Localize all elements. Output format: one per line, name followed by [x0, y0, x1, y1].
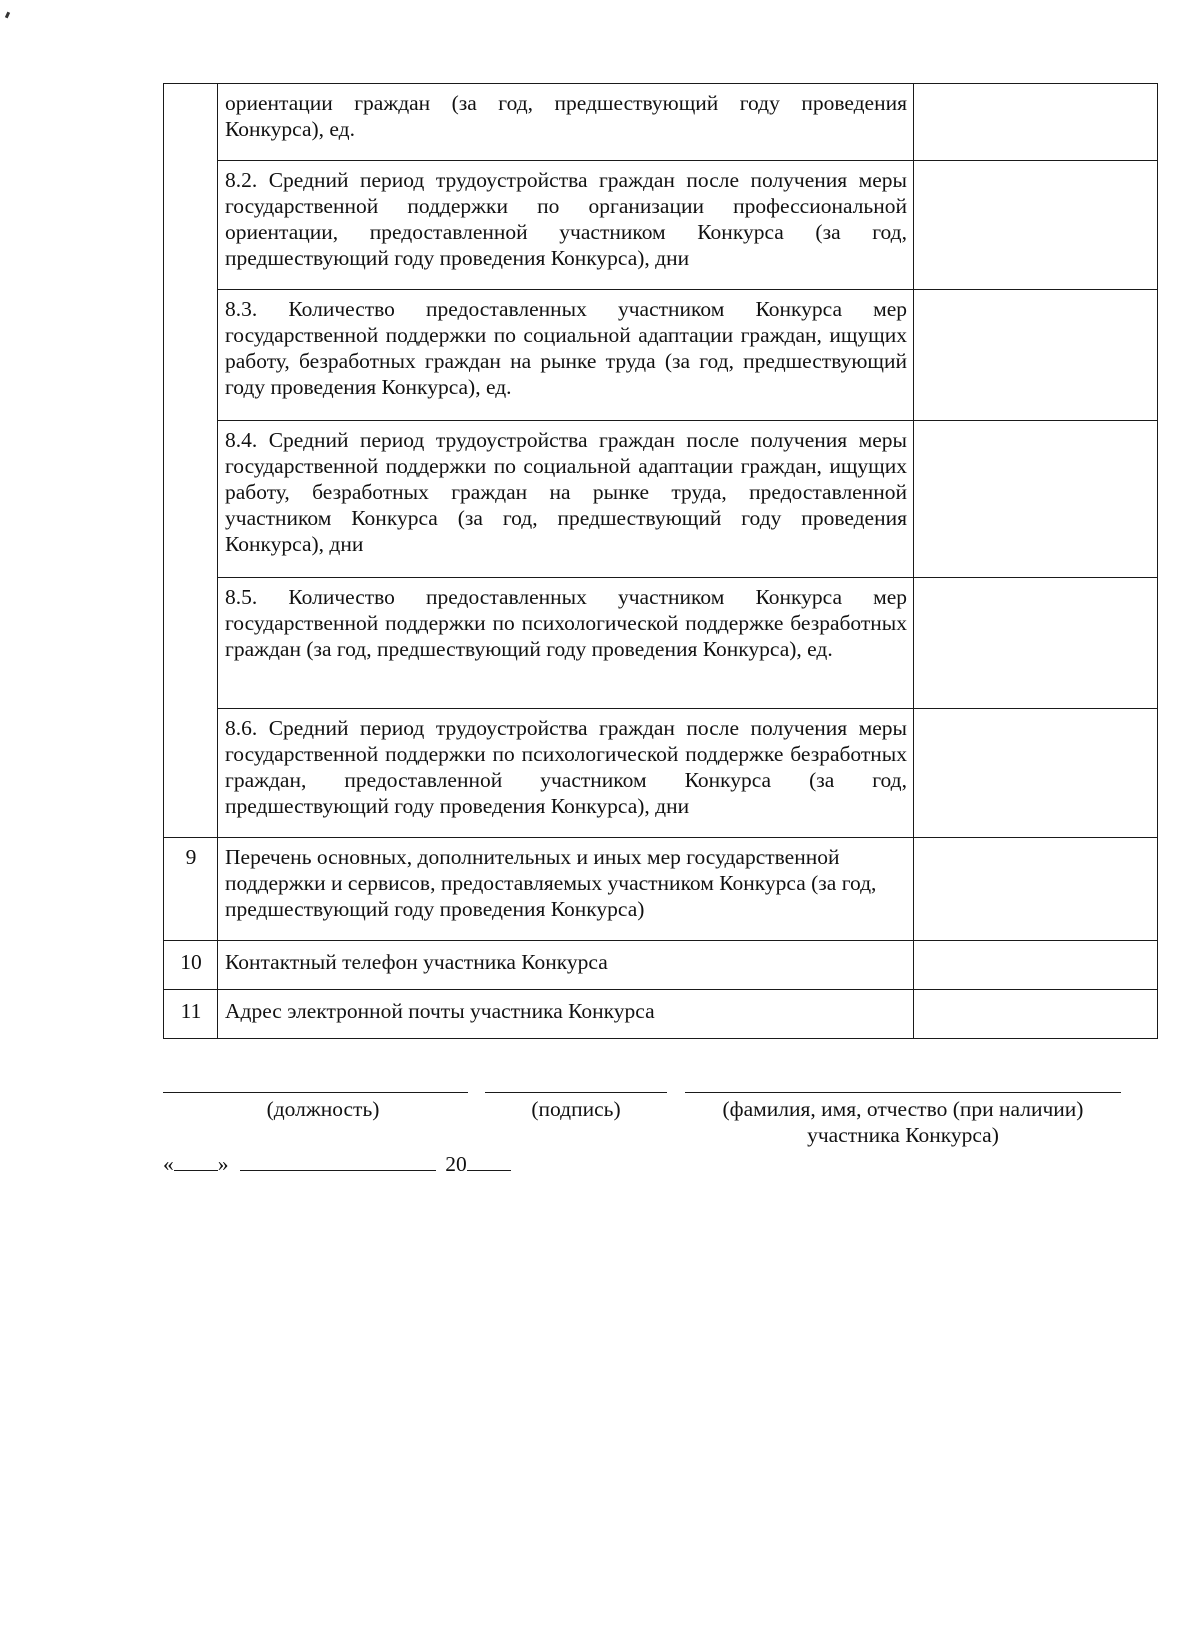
date-close-quote: »	[217, 1152, 229, 1176]
table-row	[164, 290, 1158, 421]
signature-line[interactable]	[485, 1092, 667, 1093]
row-number	[164, 290, 218, 421]
row-number: 10	[164, 941, 218, 990]
application-form-table	[163, 83, 1158, 1039]
date-open-quote: «	[163, 1152, 174, 1176]
full-name-line[interactable]	[685, 1092, 1121, 1093]
row-description: 8.2. Средний период трудоустройства граждан после получения меры государственной поддержки по организации профессиональной ориентации, предоставленной участником Конкурса (за год, предшествующий году проведения Конкурса), дни	[218, 161, 914, 290]
row-value-field[interactable]	[914, 578, 1158, 709]
table-row	[164, 84, 1158, 161]
row-number	[164, 161, 218, 290]
row-number	[164, 578, 218, 709]
row-description: ориентации граждан (за год, предшествующий году проведения Конкурса), ед.	[218, 84, 914, 161]
row-value-field[interactable]	[914, 161, 1158, 290]
table-row	[164, 838, 1158, 941]
full-name-caption	[685, 1096, 1121, 1148]
position-caption: (должность)	[266, 1097, 380, 1121]
month-blank[interactable]	[240, 1150, 436, 1171]
day-blank[interactable]	[174, 1150, 218, 1171]
row-number	[164, 421, 218, 578]
row-description: Адрес электронной почты участника Конкурса	[218, 990, 914, 1039]
table-row	[164, 709, 1158, 838]
row-value-field[interactable]	[914, 421, 1158, 578]
row-number	[164, 709, 218, 838]
full-name-caption-line1: (фамилия, имя, отчество (при наличии)	[722, 1097, 1084, 1121]
row-description: 8.6. Средний период трудоустройства граждан после получения меры государственной поддержки по психологической поддержке безработных граждан, предоставленной участником Конкурса (за год, предшествующий году проведения Конкурса), дни	[218, 709, 914, 838]
row-number	[164, 84, 218, 161]
signature-caption: (подпись)	[531, 1097, 621, 1121]
signature-block	[163, 1080, 1143, 1200]
full-name-caption-line2: участника Конкурса)	[807, 1123, 999, 1147]
row-description: 8.5. Количество предоставленных участником Конкурса мер государственной поддержки по психологической поддержке безработных граждан (за год, предшествующий году проведения Конкурса), ед.	[218, 578, 914, 709]
row-value-field[interactable]	[914, 84, 1158, 161]
row-description: Контактный телефон участника Конкурса	[218, 941, 914, 990]
row-value-field[interactable]	[914, 990, 1158, 1039]
table-row	[164, 990, 1158, 1039]
row-number: 9	[164, 838, 218, 941]
table-row	[164, 421, 1158, 578]
row-description: 8.4. Средний период трудоустройства граждан после получения меры государственной поддержки по социальной адаптации граждан, ищущих работу, безработных граждан на рынке труда, предоставленной участником Конкурса (за год, предшествующий году проведения Конкурса), дни	[218, 421, 914, 578]
scan-mark	[5, 12, 10, 19]
row-value-field[interactable]	[914, 290, 1158, 421]
table-row	[164, 161, 1158, 290]
row-description: Перечень основных, дополнительных и иных мер государственной поддержки и сервисов, предоставляемых участником Конкурса (за год, предшествующий году проведения Конкурса)	[218, 838, 914, 941]
year-blank[interactable]	[467, 1150, 511, 1171]
table-row	[164, 941, 1158, 990]
row-value-field[interactable]	[914, 709, 1158, 838]
position-line[interactable]	[163, 1092, 468, 1093]
row-description: 8.3. Количество предоставленных участником Конкурса мер государственной поддержки по социальной адаптации граждан, ищущих работу, безработных граждан на рынке труда (за год, предшествующий году проведения Конкурса), ед.	[218, 290, 914, 421]
year-prefix: 20	[445, 1152, 467, 1176]
date-line	[163, 1150, 511, 1177]
table-row	[164, 578, 1158, 709]
row-value-field[interactable]	[914, 838, 1158, 941]
row-value-field[interactable]	[914, 941, 1158, 990]
row-number: 11	[164, 990, 218, 1039]
